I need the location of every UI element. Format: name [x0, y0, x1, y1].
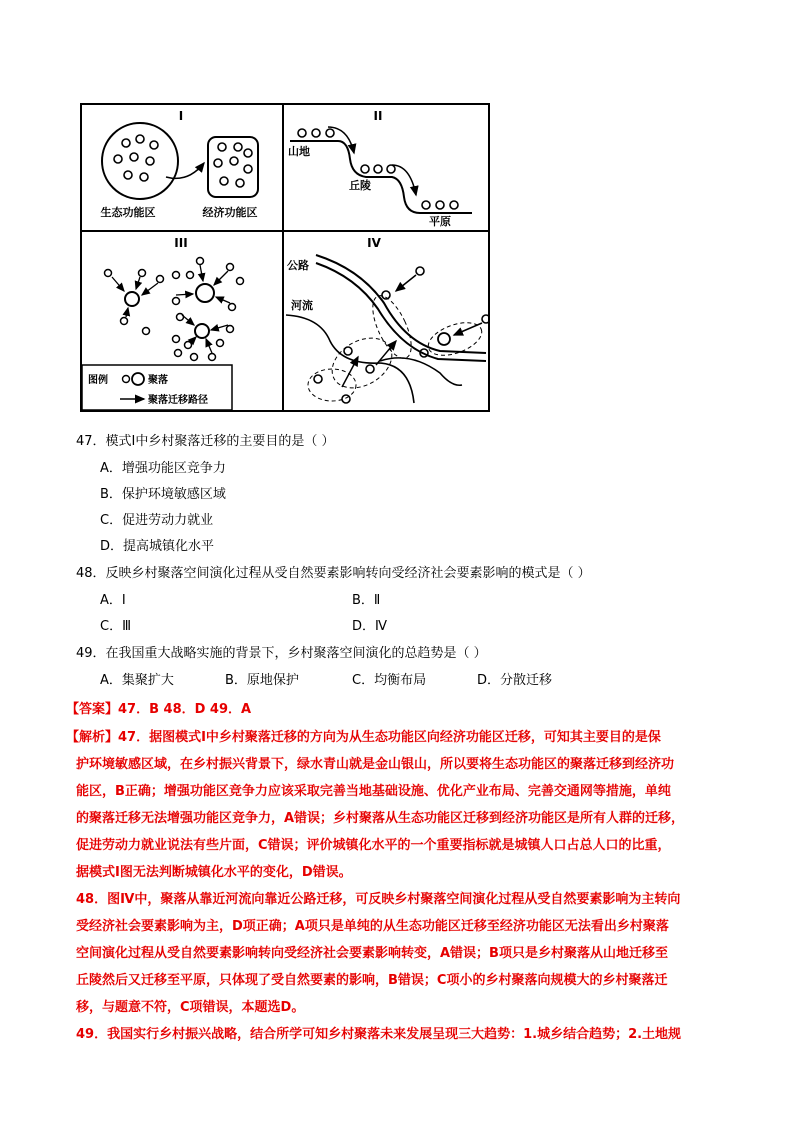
question-47-option-d: D．提高城镇化水平	[100, 539, 215, 554]
analysis-line: 丘陵然后又迁移至平原，只体现了受自然要素的影响，B错误；C项小的乡村聚落向规模大的乡村聚落迁	[76, 973, 668, 988]
answer-line: 【答案】47．B 48．D 49．A	[66, 702, 252, 717]
analysis-line: 促进劳动力就业说法有些片面，C错误；评价城镇化水平的一个重要指标就是城镇人口占总人口的比重，	[76, 838, 671, 853]
panel-3	[82, 236, 244, 410]
panel-2-numeral: II	[373, 109, 383, 123]
analysis-line: 能区，B正确；增强功能区竞争力应该采取完善当地基础设施、优化产业布局、完善交通网等措施，单纯	[76, 784, 671, 799]
question-47-option-c: C．促进劳动力就业	[100, 513, 214, 528]
label-economic-zone: 经济功能区	[202, 206, 258, 219]
question-49-stem: 49．在我国重大战略实施的背景下，乡村聚落空间演化的总趋势是（ ）	[76, 646, 487, 661]
question-49-option-b: B．原地保护	[225, 673, 299, 688]
panel-4	[286, 236, 490, 403]
migration-arrow	[166, 163, 204, 178]
analysis-line: 受经济社会要素影响为主，D项正确；A项只是单纯的从生态功能区迁移至经济功能区无法看出乡村聚落	[76, 919, 669, 934]
road-line-2	[316, 263, 486, 361]
panel-1-numeral: I	[178, 109, 184, 123]
question-47-stem: 47．模式Ⅰ中乡村聚落迁移的主要目的是（ ）	[76, 434, 335, 449]
analysis-line: 【解析】47．据图模式Ⅰ中乡村聚落迁移的方向为从生态功能区向经济功能区迁移，可知其主要目的是保	[66, 730, 661, 745]
river-line	[286, 315, 414, 403]
label-mountain: 山地	[288, 145, 310, 158]
question-49-option-c: C．均衡布局	[352, 673, 427, 688]
label-plain: 平原	[429, 215, 451, 228]
label-river: 河流	[291, 299, 313, 312]
settlement-migration-figure	[80, 103, 490, 412]
legend-path: 聚落迁移路径	[148, 395, 208, 406]
label-ecological-zone: 生态功能区	[100, 206, 156, 219]
question-48-option-a: A．Ⅰ	[100, 593, 126, 608]
legend-settlement: 聚落	[148, 375, 168, 386]
analysis-line: 49．我国实行乡村振兴战略，结合所学可知乡村聚落未来发展呈现三大趋势：1.城乡结合趋势；2.土地规	[76, 1027, 682, 1042]
figure-svg	[80, 103, 490, 412]
question-49-option-d: D．分散迁移	[477, 673, 553, 688]
panel-2	[288, 109, 472, 228]
question-48-option-d: D．Ⅳ	[352, 619, 388, 634]
terrain-profile	[290, 141, 472, 213]
analysis-line: 据模式Ⅰ图无法判断城镇化水平的变化，D错误。	[76, 865, 352, 880]
analysis-line: 移，与题意不符，C项错误，本题选D。	[76, 1000, 305, 1015]
panel-4-numeral: IV	[367, 236, 381, 250]
label-road: 公路	[287, 259, 309, 272]
label-hill: 丘陵	[349, 179, 371, 192]
question-48-option-c: C．Ⅲ	[100, 619, 132, 634]
panel-3-numeral: III	[174, 236, 188, 250]
question-49-option-a: A．集聚扩大	[100, 673, 174, 688]
question-47-option-b: B．保护环境敏感区域	[100, 487, 226, 502]
panel-1	[101, 109, 259, 219]
question-47-option-a: A．增强功能区竞争力	[100, 461, 226, 476]
question-48-option-b: B．Ⅱ	[352, 593, 381, 608]
analysis-line: 的聚落迁移无法增强功能区竞争力，A错误；乡村聚落从生态功能区迁移到经济功能区是所有人群的迁移，	[76, 811, 685, 826]
question-48-stem: 48．反映乡村聚落空间演化过程从受自然要素影响转向受经济社会要素影响的模式是（ ）	[76, 566, 591, 581]
analysis-line: 48．图Ⅳ中，聚落从靠近河流向靠近公路迁移，可反映乡村聚落空间演化过程从受自然要素影响为主转向	[76, 892, 681, 907]
analysis-line: 空间演化过程从受自然要素影响转向受经济社会要素影响转变，A错误；B项只是乡村聚落从山地迁移至	[76, 946, 668, 961]
analysis-line: 护环境敏感区域，在乡村振兴背景下，绿水青山就是金山银山，所以要将生态功能区的聚落迁移到经济功	[76, 757, 675, 772]
legend-title: 图例	[88, 375, 108, 386]
